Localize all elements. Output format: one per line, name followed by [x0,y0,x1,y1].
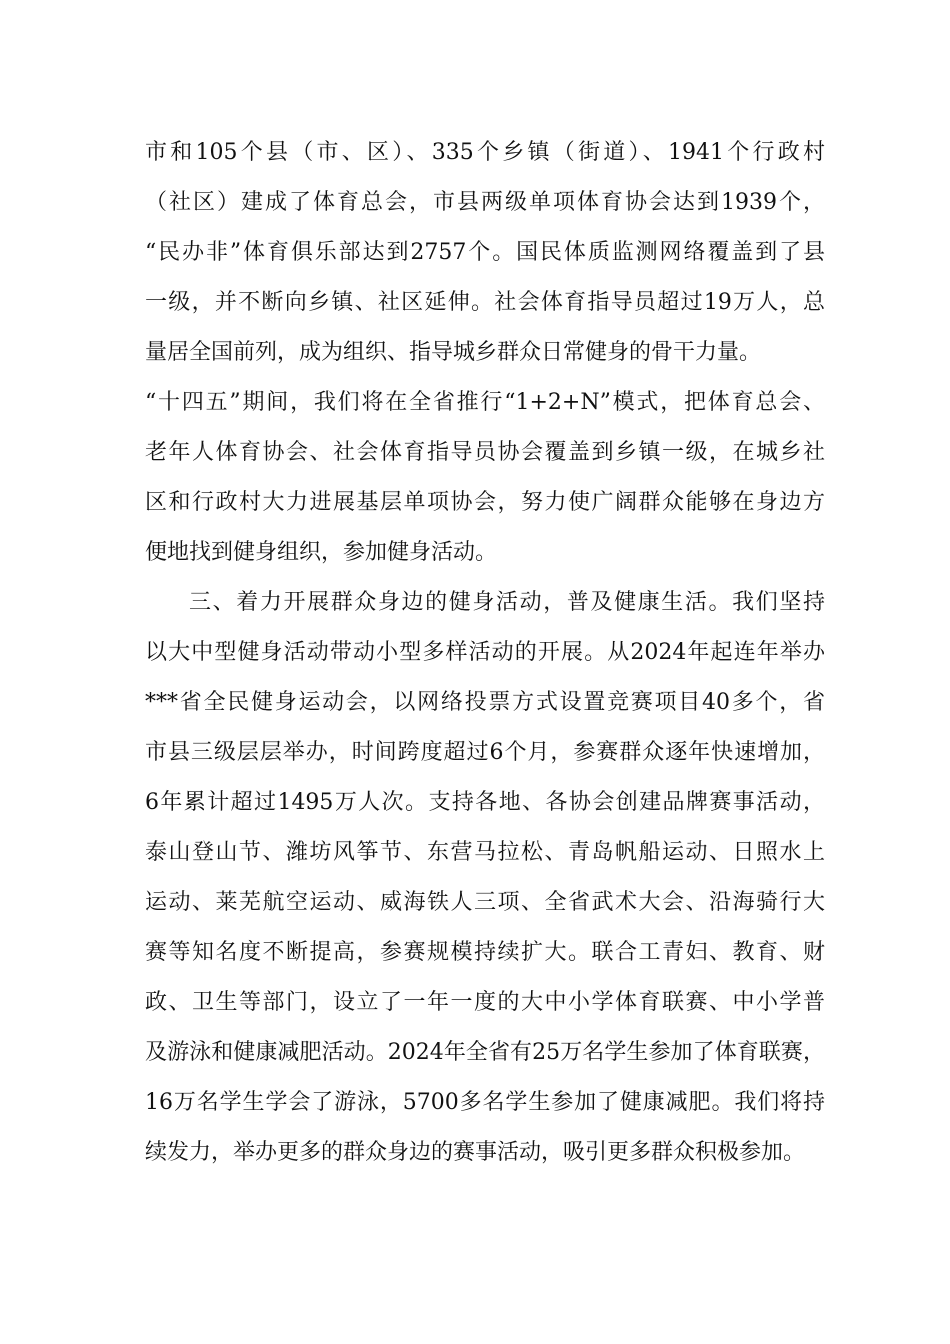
text-line-18: 政、卫生等部门，设立了一年一度的大中小学体育联赛、中小学普 [145,990,825,1015]
text-line-17: 赛等知名度不断提高，参赛规模持续扩大。联合工青妇、教育、财 [145,940,825,965]
text-line-21: 续发力，举办更多的群众身边的赛事活动，吸引更多群众积极参加。 [145,1140,806,1165]
text-line-5: 量居全国前列，成为组织、指导城乡群众日常健身的骨干力量。 [145,340,762,365]
text-line-12: ***省全民健身运动会，以网络投票方式设置竞赛项目40多个，省 [145,690,825,715]
text-line-8: 区和行政村大力进展基层单项协会，努力使广阔群众能够在身边方 [145,490,825,515]
text-line-19: 及游泳和健康减肥活动。2024年全省有25万名学生参加了体育联赛， [145,1040,825,1065]
text-line-15: 泰山登山节、潍坊风筝节、东营马拉松、青岛帆船运动、日照水上 [145,840,825,865]
text-line-20: 16万名学生学会了游泳，5700多名学生参加了健康减肥。我们将持 [145,1090,825,1115]
text-line-4: 一级，并不断向乡镇、社区延伸。社会体育指导员超过19万人，总 [145,290,825,315]
text-line-3: “民办非”体育俱乐部达到2757个。国民体质监测网络覆盖到了县 [145,240,825,265]
text-line-14: 6年累计超过1495万人次。支持各地、各协会创建品牌赛事活动， [145,790,825,815]
text-line-2: （社区）建成了体育总会，市县两级单项体育协会达到1939个， [145,190,825,215]
text-line-6: “十四五”期间，我们将在全省推行“1+2+N”模式，把体育总会、 [145,390,825,415]
text-line-11: 以大中型健身活动带动小型多样活动的开展。从2024年起连年举办 [145,640,825,665]
text-line-13: 市县三级层层举办，时间跨度超过6个月，参赛群众逐年快速增加， [145,740,825,765]
paragraph-heading-line: 三、着力开展群众身边的健身活动，普及健康生活。我们坚持 [189,590,825,615]
text-line-16: 运动、莱芜航空运动、威海铁人三项、全省武术大会、沿海骑行大 [145,890,825,915]
text-line-7: 老年人体育协会、社会体育指导员协会覆盖到乡镇一级，在城乡社 [145,440,825,465]
text-line-1: 市和105个县（市、区）、335个乡镇（街道）、1941个行政村 [145,140,825,165]
text-line-9: 便地找到健身组织，参加健身活动。 [145,540,498,565]
